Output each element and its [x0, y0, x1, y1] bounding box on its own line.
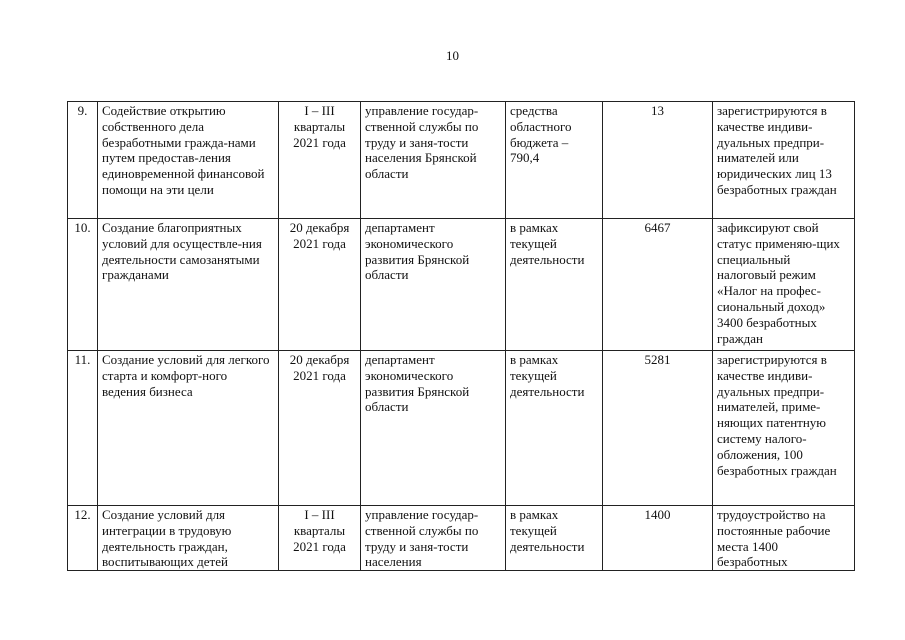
- executor-cell: управление государ-ственной службы по труду и заня-тости населения: [361, 506, 506, 571]
- executor-cell: департамент экономического развития Брянской области: [361, 351, 506, 506]
- value-cell: 5281: [603, 351, 713, 506]
- funding-cell: в рамках текущей деятельности: [506, 219, 603, 351]
- value-cell: 6467: [603, 219, 713, 351]
- executor-cell: департамент экономического развития Брянской области: [361, 219, 506, 351]
- activity-cell: Создание условий для легкого старта и комфорт-ного ведения бизнеса: [98, 351, 279, 506]
- activity-cell: Содействие открытию собственного дела безработными гражда-нами путем предостав-ления единовременной финансовой помощи на эти цели: [98, 102, 279, 219]
- executor-cell: управление государ-ственной службы по труду и заня-тости населения Брянской области: [361, 102, 506, 219]
- measures-table: [67, 101, 855, 571]
- page-number: 10: [446, 48, 459, 63]
- term-cell: 20 декабря 2021 года: [279, 219, 361, 351]
- funding-cell: в рамках текущей деятельности: [506, 351, 603, 506]
- term-cell: I – III кварталы 2021 года: [279, 102, 361, 219]
- table-row: [68, 506, 855, 571]
- row-number: 10.: [68, 219, 98, 351]
- term-cell: I – III кварталы 2021 года: [279, 506, 361, 571]
- funding-cell: в рамках текущей деятельности: [506, 506, 603, 571]
- table-row: [68, 351, 855, 506]
- result-cell: зафиксируют свой статус применяю-щих специальный налоговый режим «Налог на профес-сиональный доход» 3400 безработных граждан: [713, 219, 855, 351]
- row-number: 9.: [68, 102, 98, 219]
- activity-cell: Создание условий для интеграции в трудовую деятельность граждан, воспитывающих детей: [98, 506, 279, 571]
- term-cell: 20 декабря 2021 года: [279, 351, 361, 506]
- result-cell: зарегистрируются в качестве индиви-дуальных предпри-нимателей, приме-няющих патентную систему налого-обложения, 100 безработных граждан: [713, 351, 855, 506]
- table-row: [68, 102, 855, 219]
- value-cell: 13: [603, 102, 713, 219]
- result-cell: трудоустройство на постоянные рабочие места 1400 безработных: [713, 506, 855, 571]
- row-number: 12.: [68, 506, 98, 571]
- table-row: [68, 219, 855, 351]
- row-number: 11.: [68, 351, 98, 506]
- activity-cell: Создание благоприятных условий для осуществле-ния деятельности самозанятыми гражданами: [98, 219, 279, 351]
- funding-cell: средства областного бюджета – 790,4: [506, 102, 603, 219]
- result-cell: зарегистрируются в качестве индиви-дуальных предпри-нимателей или юридических лиц 13 безработных граждан: [713, 102, 855, 219]
- value-cell: 1400: [603, 506, 713, 571]
